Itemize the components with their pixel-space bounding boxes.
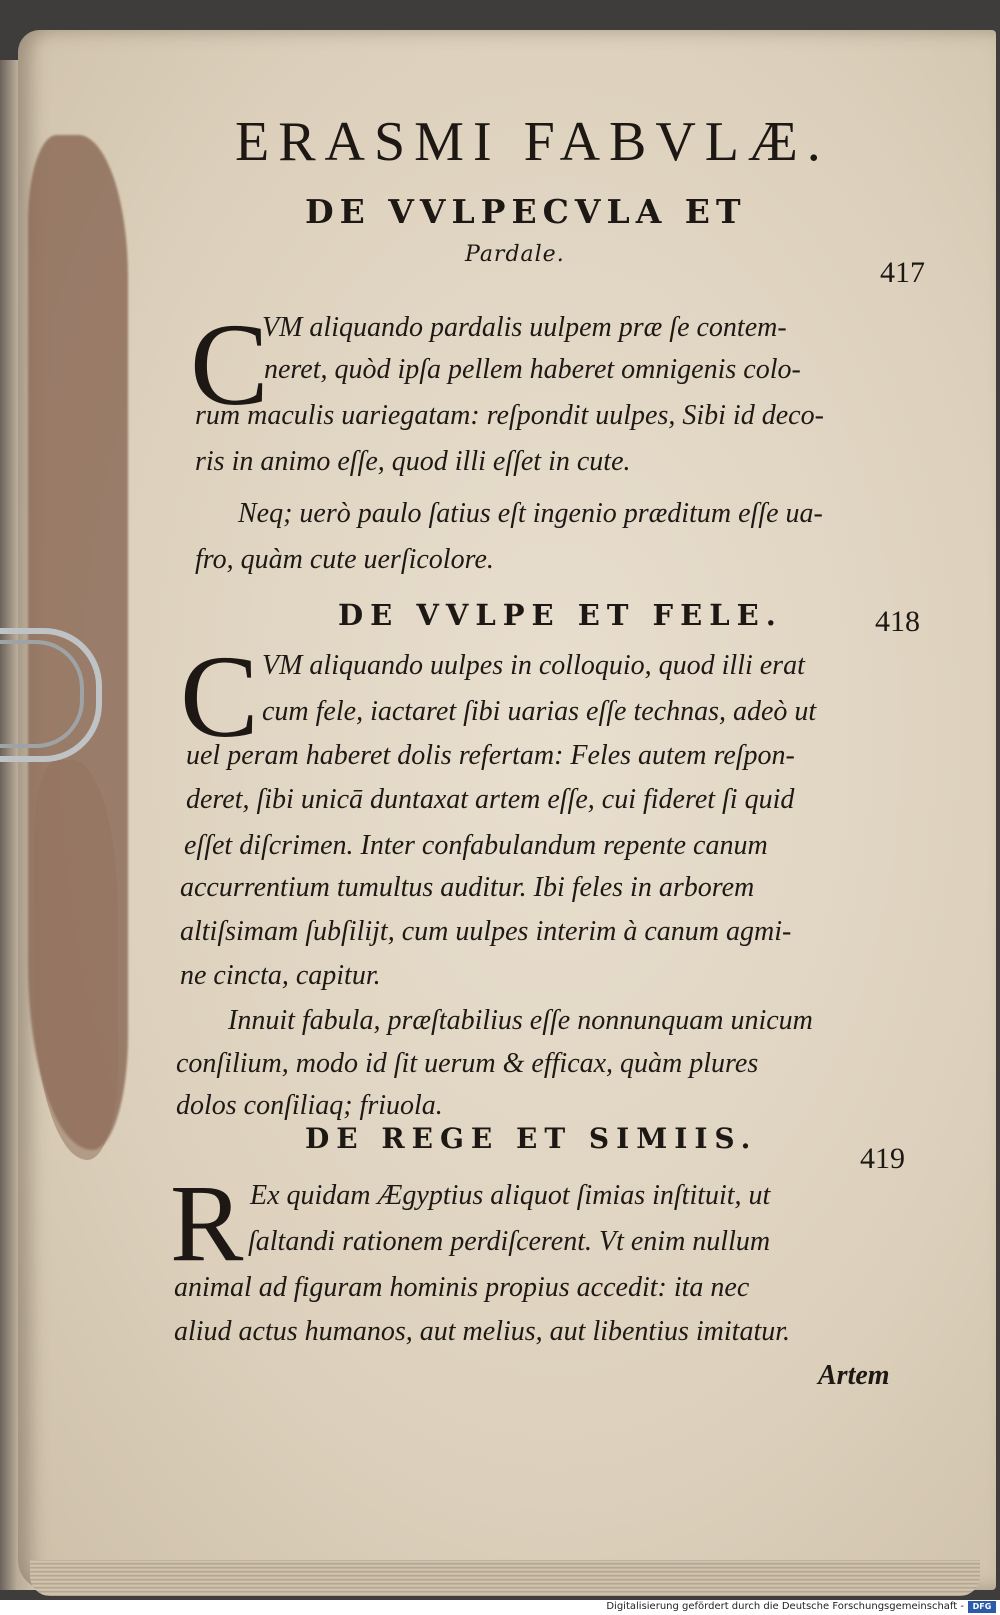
- fable-418-line: VM aliquando uulpes in colloquio, quod illi erat: [262, 650, 805, 681]
- fable-418-line: ne cincta, capitur.: [180, 960, 381, 991]
- fable-419-line: animal ad figuram hominis propius accedit: ita nec: [174, 1272, 750, 1303]
- fable-418-line: uel peram haberet dolis refertam: Feles autem reſpon-: [186, 740, 795, 771]
- fable-418-number: 418: [875, 605, 920, 638]
- fable-419-line: aliud actus humanos, aut melius, aut libentius imitatur.: [174, 1316, 791, 1347]
- fable-418-line: altiſsimam ſubſilijt, cum uulpes interim à canum agmi-: [180, 916, 792, 947]
- fable-417-line: neret, quòd ipſa pellem haberet omnigenis colo-: [264, 354, 801, 385]
- footer-credit: Digitalisierung gefördert durch die Deutsche Forschungsgemeinschaft -: [606, 1601, 964, 1612]
- catchword: Artem: [818, 1360, 890, 1391]
- fable-419-line: Ex quidam Ægyptius aliquot ſimias inſtituit, ut: [250, 1180, 771, 1211]
- fable-418-dropcap: C: [180, 631, 259, 762]
- running-head: ERASMI FABVLÆ.: [235, 111, 830, 173]
- fable-418-moral: Innuit fabula, præſtabilius eſſe nonnunquam unicum: [228, 1005, 813, 1036]
- fable-418-line: accurrentium tumultus auditur. Ibi feles in arborem: [180, 872, 755, 903]
- fable-417-line: VM aliquando pardalis uulpem præ ſe contem-: [262, 312, 787, 343]
- page-stack-edge: [30, 1560, 980, 1596]
- fable-418-line: eſſet diſcrimen. Inter confabulandum repente canum: [184, 830, 768, 861]
- fable-419-dropcap: R: [170, 1162, 244, 1284]
- fable-417-title-line2: Pardale.: [465, 242, 565, 267]
- fable-417-line: rum maculis uariegatam: reſpondit uulpes, Sibi id deco-: [195, 400, 824, 431]
- dfg-logo: DFG: [968, 1601, 996, 1613]
- fable-418-line: deret, ſibi unicā duntaxat artem eſſe, cui fideret ſi quid: [186, 784, 795, 815]
- fable-417-moral: Neq; uerò paulo ſatius eſt ingenio præditum eſſe ua-: [238, 498, 823, 529]
- fable-417-line: ris in animo eſſe, quod illi eſſet in cute.: [195, 446, 631, 477]
- fable-417-moral: fro, quàm cute uerſicolore.: [195, 544, 494, 575]
- water-stain-lower: [34, 760, 118, 1160]
- fable-419-title: DE REGE ET SIMIIS.: [305, 1122, 758, 1155]
- fable-417-title: DE VVLPECVLA ET: [305, 192, 747, 231]
- fable-419-line: ſaltandi rationem perdiſcerent. Vt enim nullum: [248, 1226, 771, 1257]
- fable-418-line: cum fele, iactaret ſibi uarias eſſe technas, adeò ut: [262, 696, 817, 727]
- fable-418-moral: conſilium, modo id ſit uerum & efficax, quàm plures: [176, 1048, 759, 1079]
- fable-417-number: 417: [880, 256, 925, 289]
- paper-clip-inner: [0, 640, 84, 748]
- fable-419-number: 419: [860, 1142, 905, 1175]
- fable-418-title: DE VVLPE ET FELE.: [338, 598, 783, 632]
- fable-417-dropcap: C: [190, 299, 269, 430]
- fable-418-moral: dolos conſiliaq; friuola.: [176, 1090, 443, 1121]
